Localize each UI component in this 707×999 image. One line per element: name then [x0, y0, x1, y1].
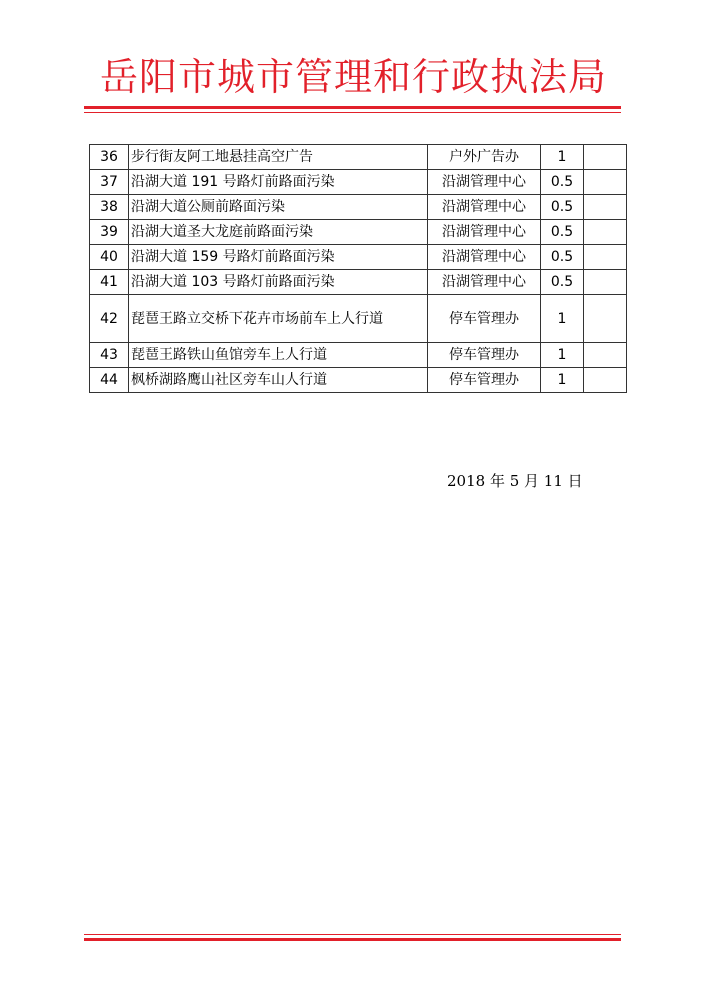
row-department: 沿湖管理中心 [428, 270, 541, 295]
table-row [90, 270, 627, 295]
footer-rule-thin [84, 934, 621, 935]
row-department: 停车管理办 [428, 343, 541, 368]
row-number: 40 [90, 245, 129, 270]
row-number: 36 [90, 145, 129, 170]
row-location: 琵琶王路铁山鱼馆旁车上人行道 [129, 343, 428, 368]
agency-title: 岳阳市城市管理和行政执法局 [99, 55, 607, 99]
table-row [90, 343, 627, 368]
row-location: 步行街友阿工地悬挂高空广告 [129, 145, 428, 170]
row-location: 沿湖大道圣大龙庭前路面污染 [129, 220, 428, 245]
row-location: 沿湖大道 103 号路灯前路面污染 [129, 270, 428, 295]
row-score: 0.5 [541, 195, 584, 220]
row-number: 38 [90, 195, 129, 220]
row-department: 沿湖管理中心 [428, 220, 541, 245]
row-department: 沿湖管理中心 [428, 245, 541, 270]
row-note [584, 295, 627, 343]
table-row [90, 145, 627, 170]
row-location: 沿湖大道公厕前路面污染 [129, 195, 428, 220]
row-number: 41 [90, 270, 129, 295]
row-note [584, 343, 627, 368]
row-score: 1 [541, 145, 584, 170]
table-row [90, 295, 627, 343]
row-department: 沿湖管理中心 [428, 195, 541, 220]
row-department: 停车管理办 [428, 295, 541, 343]
header-rule-thick [84, 106, 621, 109]
footer-rule-thick [84, 938, 621, 941]
row-number: 44 [90, 368, 129, 393]
row-note [584, 145, 627, 170]
issue-date: 2018 年 5 月 11 日 [447, 472, 583, 490]
row-note [584, 368, 627, 393]
table-row [90, 195, 627, 220]
row-note [584, 220, 627, 245]
row-score: 1 [541, 368, 584, 393]
table-row [90, 368, 627, 393]
row-department: 沿湖管理中心 [428, 170, 541, 195]
row-score: 0.5 [541, 170, 584, 195]
row-location: 沿湖大道 159 号路灯前路面污染 [129, 245, 428, 270]
row-department: 户外广告办 [428, 145, 541, 170]
row-department: 停车管理办 [428, 368, 541, 393]
row-location: 沿湖大道 191 号路灯前路面污染 [129, 170, 428, 195]
table-row [90, 245, 627, 270]
table-row [90, 220, 627, 245]
row-note [584, 195, 627, 220]
row-note [584, 270, 627, 295]
table-row [90, 170, 627, 195]
row-number: 43 [90, 343, 129, 368]
header-rule-thin [84, 112, 621, 113]
row-location: 琵琶王路立交桥下花卉市场前车上人行道 [129, 295, 428, 343]
row-score: 0.5 [541, 220, 584, 245]
row-score: 0.5 [541, 270, 584, 295]
row-note [584, 170, 627, 195]
row-number: 42 [90, 295, 129, 343]
row-number: 39 [90, 220, 129, 245]
row-location: 枫桥湖路鹰山社区旁车山人行道 [129, 368, 428, 393]
row-score: 1 [541, 343, 584, 368]
violation-table [89, 144, 627, 393]
row-score: 0.5 [541, 245, 584, 270]
violation-table-body [90, 145, 627, 393]
row-note [584, 245, 627, 270]
row-number: 37 [90, 170, 129, 195]
row-score: 1 [541, 295, 584, 343]
